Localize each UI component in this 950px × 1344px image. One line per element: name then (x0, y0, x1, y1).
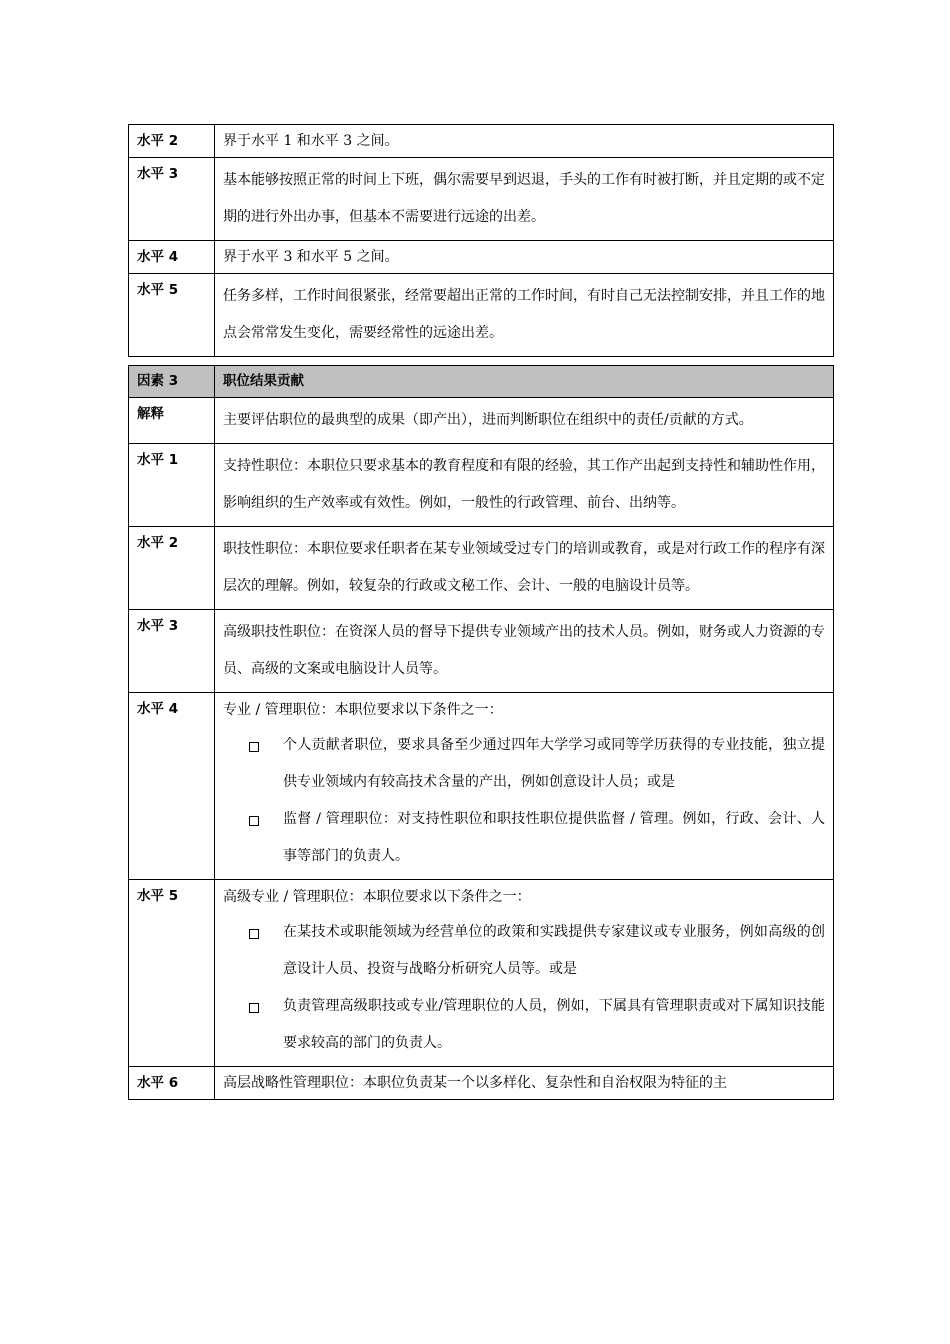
row-text: 界于水平 3 和水平 5 之间。 (215, 241, 834, 274)
list-item (223, 988, 825, 1062)
row-text: 界于水平 1 和水平 3 之间。 (215, 125, 834, 158)
row-label: 水平 5 (129, 880, 215, 1067)
row-label: 解释 (129, 398, 215, 444)
option-text: 负责管理高级职技或专业/管理职位的人员，例如，下属具有管理职责或对下属知识技能要求较高的部门的负责人。 (283, 998, 825, 1051)
table-row (129, 1067, 834, 1100)
table-work-schedule (128, 124, 834, 357)
list-item (223, 801, 825, 875)
table-row (129, 693, 834, 880)
row-label: 水平 4 (129, 693, 215, 880)
table-row (129, 444, 834, 527)
row-intro: 专业 / 管理职位：本职位要求以下条件之一： (223, 702, 503, 718)
row-text: 主要评估职位的最典型的成果（即产出），进而判断职位在组织中的责任/贡献的方式。 (215, 398, 834, 444)
table-row (129, 274, 834, 357)
options-list (223, 727, 825, 875)
option-text: 在某技术或职能领域为经营单位的政策和实践提供专家建议或专业服务，例如高级的创意设计人员、投资与战略分析研究人员等。或是 (283, 924, 825, 977)
checkbox-square-icon (249, 1003, 259, 1013)
row-label: 水平 1 (129, 444, 215, 527)
checkbox-square-icon (249, 742, 259, 752)
table-row (129, 241, 834, 274)
row-text: 高级职技性职位：在资深人员的督导下提供专业领域产出的技术人员。例如，财务或人力资源的专员、高级的文案或电脑设计人员等。 (215, 610, 834, 693)
row-text: 职技性职位：本职位要求任职者在某专业领域受过专门的培训或教育，或是对行政工作的程序有深层次的理解。例如，较复杂的行政或文秘工作、会计、一般的电脑设计员等。 (215, 527, 834, 610)
table-factor-3 (128, 365, 834, 1100)
row-label: 水平 2 (129, 527, 215, 610)
row-label: 水平 4 (129, 241, 215, 274)
option-text: 个人贡献者职位，要求具备至少通过四年大学学习或同等学历获得的专业技能，独立提供专业领域内有较高技术含量的产出，例如创意设计人员；或是 (283, 737, 825, 790)
table-row (129, 125, 834, 158)
row-label: 水平 6 (129, 1067, 215, 1100)
row-label: 水平 3 (129, 158, 215, 241)
row-text: 支持性职位：本职位只要求基本的教育程度和有限的经验，其工作产出起到支持性和辅助性作用，影响组织的生产效率或有效性。例如，一般性的行政管理、前台、出纳等。 (215, 444, 834, 527)
row-label: 水平 5 (129, 274, 215, 357)
checkbox-square-icon (249, 929, 259, 939)
checkbox-square-icon (249, 816, 259, 826)
table-row (129, 527, 834, 610)
table-row (129, 880, 834, 1067)
row-content (215, 693, 834, 880)
option-text: 监督 / 管理职位：对支持性职位和职技性职位提供监督 / 管理。例如，行政、会计、人事等部门的负责人。 (283, 811, 825, 864)
options-list (223, 914, 825, 1062)
factor-title: 职位结果贡献 (215, 366, 834, 398)
table-row (129, 398, 834, 444)
row-text: 任务多样，工作时间很紧张，经常要超出正常的工作时间，有时自己无法控制安排，并且工作的地点会常常发生变化，需要经常性的远途出差。 (215, 274, 834, 357)
table-row (129, 158, 834, 241)
row-label: 水平 3 (129, 610, 215, 693)
row-content (215, 880, 834, 1067)
row-text: 基本能够按照正常的时间上下班，偶尔需要早到迟退，手头的工作有时被打断，并且定期的或不定期的进行外出办事，但基本不需要进行远途的出差。 (215, 158, 834, 241)
list-item (223, 914, 825, 988)
factor-label: 因素 3 (129, 366, 215, 398)
row-text: 高层战略性管理职位：本职位负责某一个以多样化、复杂性和自治权限为特征的主 (215, 1067, 834, 1100)
table-row (129, 610, 834, 693)
row-label: 水平 2 (129, 125, 215, 158)
list-item (223, 727, 825, 801)
row-intro: 高级专业 / 管理职位：本职位要求以下条件之一： (223, 889, 531, 905)
table-header-row (129, 366, 834, 398)
